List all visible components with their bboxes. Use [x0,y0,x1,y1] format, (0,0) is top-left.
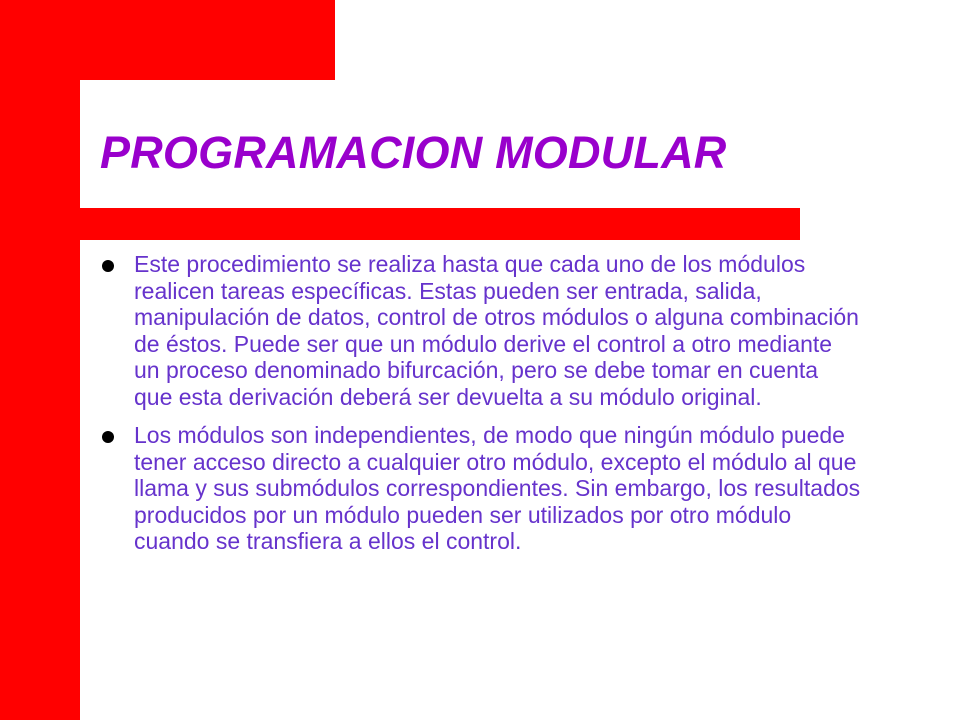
red-title-underline-band [80,208,800,240]
bullet-list [102,251,862,567]
bullet-item [102,251,862,410]
bullet-dot-icon [102,260,114,272]
bullet-item [102,422,862,555]
slide-title: PROGRAMACION MODULAR [100,127,727,178]
red-left-bar [0,0,80,720]
bullet-dot-icon [102,431,114,443]
bullet-text: Este procedimiento se realiza hasta que cada uno de los módulos realicen tareas específicas. Estas pueden ser entrada, salida, manipulación de datos, control de otros módulos o alguna combinación de éstos. Puede ser que un módulo derive el control a otro mediante un proceso denominado bifurcación, pero se debe tomar en cuenta que esta derivación deberá ser devuelta a su módulo original. [134,251,859,410]
bullet-text: Los módulos son independientes, de modo que ningún módulo puede tener acceso directo a cualquier otro módulo, excepto el módulo al que llama y sus submódulos correspondientes. Sin embargo, los resultados producidos por un módulo pueden ser utilizados por otro módulo cuando se transfiera a ellos el control. [134,422,861,554]
